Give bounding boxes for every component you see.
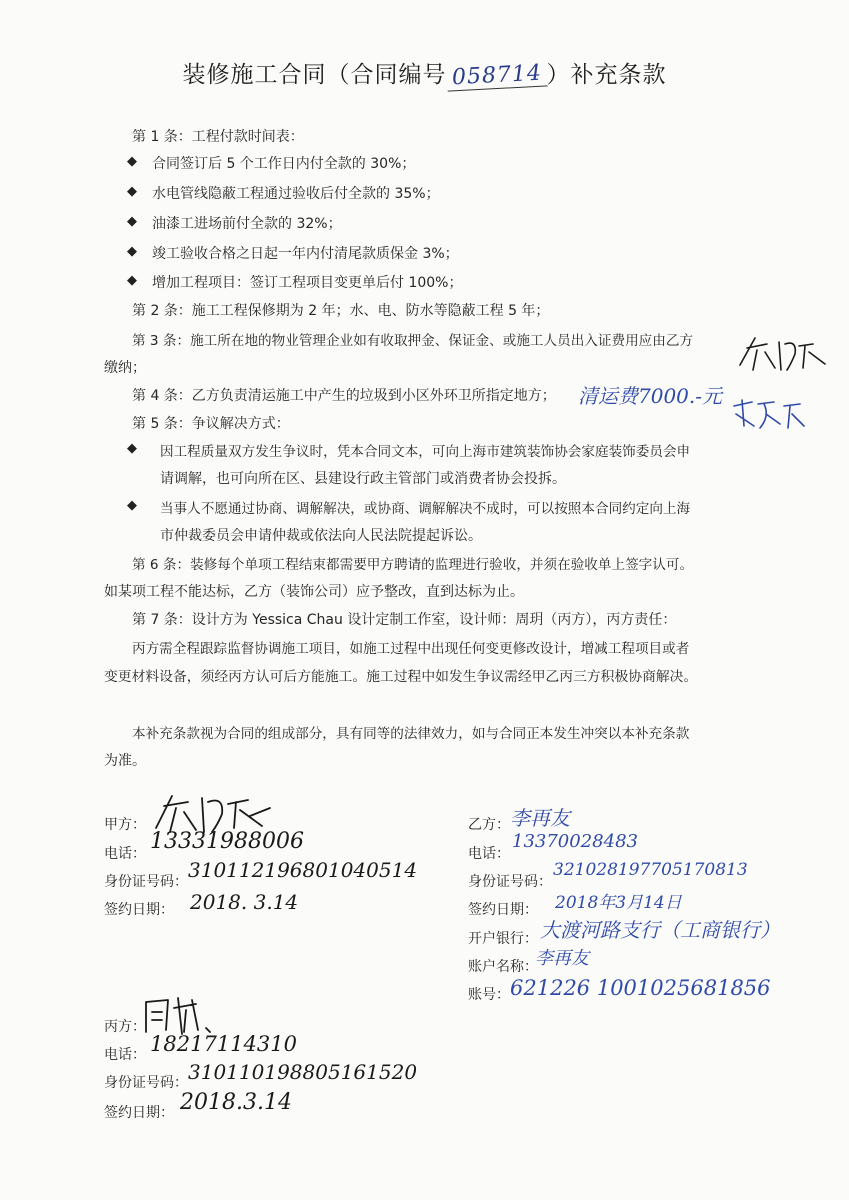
clause-6-line-1: 第 6 条：装修每个单项工程结束都需要甲方聘请的监理进行验收，并须在验收单上签字认可。	[132, 557, 694, 573]
party-b-bank-label: 开户银行：	[468, 931, 538, 947]
party-c-id-number: 310110198805161520	[188, 1060, 418, 1084]
clause-7-line-2: 变更材料设备，须经丙方认可后方能施工。施工过程中如发生争议需经甲乙丙三方积极协商解决。	[104, 669, 698, 685]
clause-3-line-2: 缴纳；	[104, 360, 146, 376]
clause-5-item-1-line-1: 因工程质量双方发生争议时，凭本合同文本，可向上海市建筑装饰协会家庭装饰委员会申	[160, 444, 691, 460]
diamond-bullet-icon: ◆	[127, 273, 137, 288]
diamond-bullet-icon: ◆	[127, 441, 137, 456]
diamond-bullet-icon: ◆	[127, 214, 137, 229]
party-c-label: 丙方：	[104, 1019, 146, 1035]
clause-4: 第 4 条：乙方负责清运施工中产生的垃圾到小区外环卫所指定地方；	[132, 388, 556, 404]
clause-5-item-2-line-2: 市仲裁委员会申请仲裁或依法向人民法院提起诉讼。	[160, 528, 482, 544]
closing-line-2: 为准。	[104, 753, 146, 769]
clause-1-item: 油漆工进场前付全款的 32%；	[152, 216, 342, 232]
party-b-account-no-label: 账号：	[468, 987, 510, 1003]
party-b-phone-label: 电话：	[468, 846, 510, 862]
clause-2: 第 2 条：施工工程保修期为 2 年；水、电、防水等隐蔽工程 5 年；	[132, 303, 550, 319]
party-b-account-name: 李再友	[535, 948, 589, 969]
clause-1-item: 增加工程项目：签订工程项目变更单后付 100%；	[152, 275, 463, 291]
party-a-phone: 13331988006	[150, 829, 304, 854]
party-c-date-label: 签约日期：	[104, 1105, 174, 1121]
party-a-id-number: 310112196801040514	[188, 858, 418, 882]
party-a-date: 2018. 3.14	[190, 890, 299, 914]
initials-party-a-signature	[735, 330, 835, 380]
party-b-account-name-label: 账户名称：	[468, 959, 538, 975]
diamond-bullet-icon: ◆	[127, 154, 137, 169]
party-a-phone-label: 电话：	[104, 846, 146, 862]
diamond-bullet-icon: ◆	[127, 184, 137, 199]
diamond-bullet-icon: ◆	[127, 498, 137, 513]
clause-1-heading: 第 1 条：工程付款时间表：	[132, 129, 304, 145]
party-a-label: 甲方：	[104, 817, 146, 833]
title-prefix: 装修施工合同（合同编号	[182, 62, 447, 88]
clause-7-line-1: 丙方需全程跟踪监督协调施工项目，如施工过程中出现任何变更修改设计，增减工程项目或者	[132, 641, 690, 657]
party-b-label: 乙方：	[468, 817, 510, 833]
clause-5-item-2-line-1: 当事人不愿通过协商、调解解决，或协商、调解解决不成时，可以按照本合同约定向上海	[160, 501, 691, 517]
party-b-id-label: 身份证号码：	[468, 874, 552, 890]
clause-1-item: 竣工验收合格之日起一年内付清尾款质保金 3%；	[152, 246, 459, 262]
contract-number-handwritten: 058714	[446, 60, 547, 91]
party-b-name: 李再友	[510, 806, 570, 830]
clause-1-item: 合同签订后 5 个工作日内付全款的 30%；	[152, 156, 416, 172]
closing-line-1: 本补充条款视为合同的组成部分，具有同等的法律效力，如与合同正本发生冲突以本补充条款	[132, 726, 690, 742]
party-c-phone-label: 电话：	[104, 1047, 146, 1063]
initials-party-b-signature	[730, 396, 810, 436]
clause-7-heading: 第 7 条：设计方为 Yessica Chau 设计定制工作室，设计师：周玥（丙方），丙方责任：	[132, 612, 677, 628]
diamond-bullet-icon: ◆	[127, 244, 137, 259]
party-b-date-label: 签约日期：	[468, 902, 538, 918]
party-a-id-label: 身份证号码：	[104, 874, 188, 890]
clause-4-handwritten-note: 清运费7000.-元	[578, 384, 723, 408]
party-c-phone: 18217114310	[150, 1032, 297, 1056]
clause-5-item-1-line-2: 请调解，也可向所在区、县建设行政主管部门或消费者协会投拆。	[160, 471, 566, 487]
party-a-date-label: 签约日期：	[104, 902, 174, 918]
clause-1-item: 水电管线隐蔽工程通过验收后付全款的 35%；	[152, 186, 440, 202]
page-title	[0, 56, 849, 89]
clause-5-heading: 第 5 条：争议解决方式：	[132, 416, 290, 432]
party-b-bank: 大渡河路支行（工商银行）	[540, 918, 780, 942]
party-c-date: 2018.3.14	[180, 1090, 292, 1115]
party-b-id-number: 321028197705170813	[553, 860, 748, 880]
clause-6-line-2: 如某项工程不能达标，乙方（装饰公司）应予整改，直到达标为止。	[104, 584, 524, 600]
title-suffix: ）补充条款	[546, 62, 667, 88]
clause-3-line-1: 第 3 条：施工所在地的物业管理企业如有收取押金、保证金、或施工人员出入证费用应由乙方	[132, 333, 694, 349]
party-b-account-number: 621226 1001025681856	[510, 976, 771, 1000]
party-b-date: 2018年3月14日	[555, 893, 682, 913]
party-c-id-label: 身份证号码：	[104, 1075, 188, 1091]
party-b-phone: 13370028483	[512, 831, 638, 852]
